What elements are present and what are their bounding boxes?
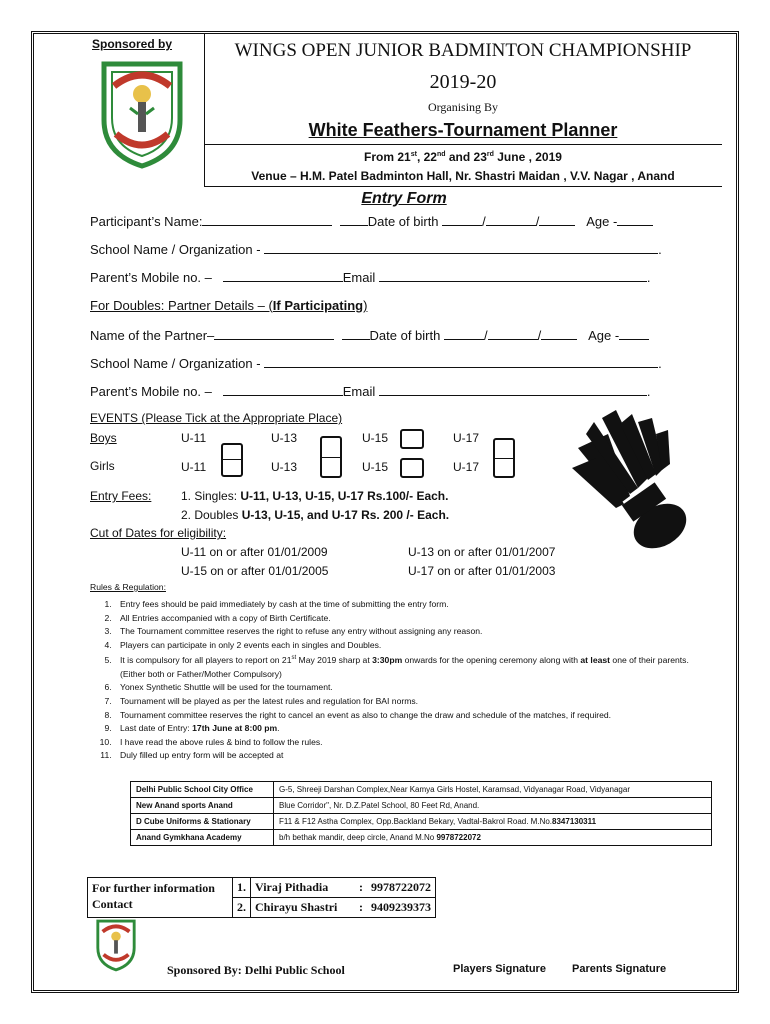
- rule-item: 11. Duly filled up entry form will be accepted at: [114, 749, 708, 763]
- venue: Venue – H.M. Patel Badminton Hall, Nr. Shastri Maidan , V.V. Nagar , Anand: [251, 169, 675, 183]
- organising-by-label: Organising By: [427, 100, 499, 114]
- entry-fees-label: Entry Fees:: [90, 489, 152, 503]
- partner-email-field[interactable]: [379, 394, 647, 396]
- cutoff-u17: U-17 on or after 01/01/2003: [408, 564, 556, 578]
- table-row: D Cube Uniforms & Stationary F11 & F12 Astha Complex, Opp.Backland Bekary, Vadtal-Bakrol Road. M.No.8347130311: [131, 814, 712, 830]
- table-row: Anand Gymkhana Academy b/h bethak mandir, deep circle, Anand M.No 9978722072: [131, 830, 712, 846]
- table-row: New Anand sports Anand Blue Corridor", Nr. D.Z.Patel School, 80 Feet Rd, Anand.: [131, 798, 712, 814]
- school-logo: [96, 58, 188, 175]
- rules-label: Rules & Regulation:: [90, 582, 166, 592]
- participant-name-field[interactable]: [202, 224, 332, 226]
- rule-item: 4. Players can participate in only 2 events each in singles and Doubles.: [114, 639, 708, 653]
- partner-school-field[interactable]: [264, 366, 658, 368]
- organiser-name: White Feathers-Tournament Planner: [308, 120, 618, 140]
- partner-age-field[interactable]: [619, 338, 649, 340]
- girls-u11-label: U-11: [181, 460, 207, 474]
- table-row: For further information Contact 1. Viraj Pithadia : 9978722072: [88, 878, 436, 898]
- age-field[interactable]: [617, 224, 653, 226]
- parents-signature-label: Parents Signature: [572, 963, 667, 975]
- boys-u15-label: U-15: [362, 431, 389, 445]
- school-row: School Name / Organization - .: [90, 242, 662, 257]
- header-divider-2: [204, 186, 722, 188]
- dob-year-field[interactable]: [539, 224, 575, 226]
- rule-item: 9. Last date of Entry: 17th June at 8:00 pm.: [114, 722, 708, 736]
- events-heading: EVENTS (Please Tick at the Appropriate Place): [90, 411, 343, 425]
- boys-label: Boys: [90, 431, 117, 445]
- rule-item: 10. I have read the above rules & bind to follow the rules.: [114, 736, 708, 750]
- fees-doubles: 2. Doubles U-13, U-15, and U-17 Rs. 200 /- Each.: [181, 508, 450, 522]
- girls-u15-label: U-15: [362, 460, 389, 474]
- parent-mobile-field[interactable]: [223, 280, 343, 282]
- tournament-title: WINGS OPEN JUNIOR BADMINTON CHAMPIONSHIP: [234, 40, 692, 61]
- partner-dob-day-field[interactable]: [444, 338, 484, 340]
- entry-locations-table: [130, 781, 712, 846]
- partner-dob-month-field[interactable]: [488, 338, 538, 340]
- dob-day-field[interactable]: [442, 224, 482, 226]
- u11-checkbox[interactable]: [221, 443, 243, 477]
- partner-name-field[interactable]: [214, 338, 334, 340]
- tournament-year: 2019-20: [429, 71, 497, 93]
- cutoff-label: Cut of Dates for eligibility:: [90, 526, 227, 540]
- partner-dob-year-field[interactable]: [541, 338, 577, 340]
- partner-school-row: School Name / Organization - .: [90, 356, 662, 371]
- email-field[interactable]: [379, 280, 647, 282]
- rule-item: 6. Yonex Synthetic Shuttle will be used for the tournament.: [114, 681, 708, 695]
- rule-item: 3. The Tournament committee reserves the right to refuse any entry without assigning any reason.: [114, 625, 708, 639]
- boys-u15-checkbox[interactable]: [400, 429, 424, 449]
- cutoff-u11: U-11 on or after 01/01/2009: [181, 545, 328, 559]
- contact-phone[interactable]: 9978722072: [367, 878, 436, 898]
- girls-u15-checkbox[interactable]: [400, 458, 424, 478]
- contact-label: For further information Contact: [88, 878, 233, 918]
- sponsored-by-label: Sponsored by: [92, 37, 173, 51]
- table-row: 2. Chirayu Shastri : 9409239373: [88, 898, 436, 918]
- contact-table: [87, 877, 436, 918]
- boys-u17-label: U-17: [453, 431, 480, 445]
- dob-month-field[interactable]: [486, 224, 536, 226]
- rule-item: 2. All Entries accompanied with a copy of Birth Certificate.: [114, 612, 708, 626]
- partner-name-row: Name of the Partner– Date of birth / / Age -: [90, 328, 649, 343]
- girls-u17-label: U-17: [453, 460, 480, 474]
- header-vertical-divider: [204, 34, 206, 186]
- cutoff-u13: U-13 on or after 01/01/2007: [408, 545, 556, 559]
- players-signature-label: Players Signature: [453, 963, 546, 975]
- school-field[interactable]: [264, 252, 658, 254]
- table-row: Delhi Public School City Office G-5, Shreeji Darshan Complex,Near Kamya Girls Hostel, Karamsad, Vidyanagar Road, Vidyanagar: [131, 782, 712, 798]
- fees-singles: 1. Singles: U-11, U-13, U-15, U-17 Rs.100/- Each.: [181, 489, 449, 503]
- rule-item: 7. Tournament will be played as per the latest rules and regulation for BAI norms.: [114, 695, 708, 709]
- header-divider: [204, 144, 722, 146]
- boys-u13-label: U-13: [271, 431, 298, 445]
- tournament-dates: From 21st, 22nd and 23rd June , 2019: [364, 150, 562, 164]
- girls-label: Girls: [90, 459, 115, 473]
- boys-u11-label: U-11: [181, 431, 207, 445]
- rule-item: 5. It is compulsory for all players to report on 21st May 2019 sharp at 3:30pm onwards for the opening ceremony along with at least one of their parents. (Either both or Father/Mother Compulsory): [114, 652, 708, 681]
- entry-form-title: Entry Form: [361, 190, 447, 207]
- parent-mobile-row: Parent’s Mobile no. – Email .: [90, 270, 651, 285]
- partner-parent-mobile-field[interactable]: [223, 394, 343, 396]
- cutoff-u15: U-15 on or after 01/01/2005: [181, 564, 329, 578]
- rule-item: 8. Tournament committee reserves the right to cancel an event as also to change the draw and schedule of the matches, if required.: [114, 709, 708, 723]
- footer-sponsored: Sponsored By: Delhi Public School: [167, 963, 345, 977]
- rules-list: [90, 598, 708, 763]
- participant-name-row: Participant’s Name: Date of birth / / Age -: [90, 214, 653, 229]
- shuttlecock-illustration: [568, 408, 708, 563]
- rule-item: 1. Entry fees should be paid immediately by cash at the time of submitting the entry form.: [114, 598, 708, 612]
- doubles-heading: For Doubles: Partner Details – (If Participating): [90, 298, 368, 313]
- girls-u13-label: U-13: [271, 460, 298, 474]
- footer-logo: [94, 918, 138, 977]
- partner-parent-mobile-row: Parent’s Mobile no. – Email .: [90, 384, 651, 399]
- contact-phone[interactable]: 9409239373: [367, 898, 436, 918]
